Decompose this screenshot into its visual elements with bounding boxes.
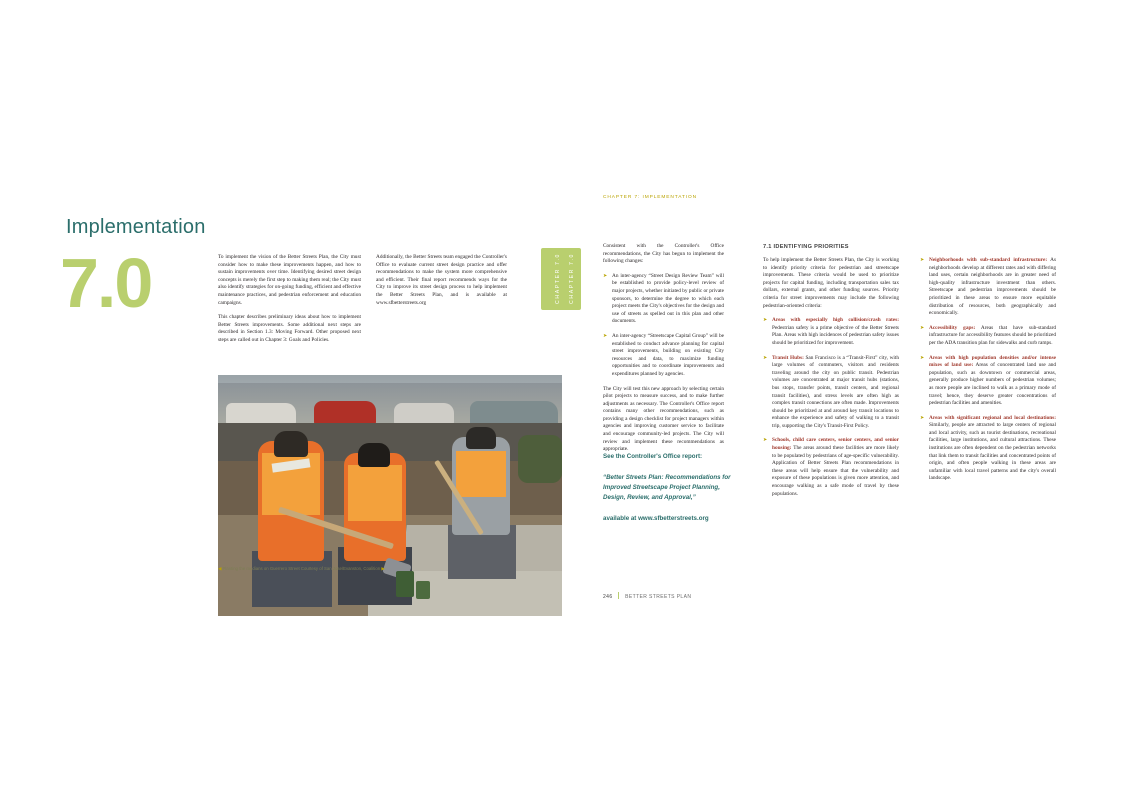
list-item — [763, 317, 899, 347]
list-item — [920, 355, 1056, 408]
criteria-text: The areas around these facilities are more likely to be populated by pedestrians of age-specific vulnerability. Application of Better Streets Plan recommendations in these areas will help ensure that the vulnerability and exposure of these populations is given more attention, and encourage walking as a safe mode of travel by these populations. — [772, 445, 899, 497]
list-item — [603, 333, 724, 379]
body-column-5 — [920, 257, 1056, 490]
paragraph: Consistent with the Controller's Office recommendations, the City has begun to implement the following changes: — [603, 243, 724, 265]
paragraph: The City will test this new approach by selecting certain pilot projects to measure success, and to make further adjustments as necessary. The Controller's Office report contains many other recommendations, such as providing a design checklist for project managers within agencies and improving customer service to facilitate and encourage community-led projects. The City will review and implement these recommendations as appropriate. — [603, 385, 724, 453]
construction-photo — [218, 375, 562, 616]
list-item — [920, 415, 1056, 483]
caption-arrow-icon-right: ▶ — [381, 566, 385, 571]
arrow-bullet-icon: ➤ — [763, 437, 768, 444]
running-head: CHAPTER 7: IMPLEMENTATION — [603, 195, 698, 200]
criteria-list-part-1 — [763, 317, 899, 498]
paragraph: This chapter describes preliminary ideas about how to implement Better Streets improvements. Some additional next steps are described in Section 1.3: Moving Forward. Other proposed next steps are called out in Chapter 3: Goals and Policies. — [218, 314, 361, 343]
arrow-bullet-icon: ➤ — [920, 257, 925, 263]
list-item — [763, 437, 899, 498]
paragraph: To help implement the Better Streets Plan, the City is working to identify priority criteria for pedestrian and streetscape improvements. These criteria would be used to prioritize projects for capital funding, including transportation sales tax dollars, external grants, and other funding sources. Priority criteria for street improvements may include the following pedestrian-oriented criteria: — [763, 257, 899, 309]
criteria-lead: Areas with significant regional and local destinations: — [929, 414, 1056, 421]
caption-arrow-icon: ◀ — [218, 566, 222, 571]
arrow-bullet-icon: ➤ — [763, 317, 768, 324]
body-column-3 — [603, 243, 724, 461]
controller-report-callout — [603, 452, 735, 524]
photo-caption — [218, 566, 408, 572]
chapter-number: 7.0 — [60, 244, 152, 322]
criteria-lead: Areas with especially high collision/crash rates: — [772, 317, 899, 324]
list-item — [920, 257, 1056, 318]
arrow-bullet-icon: ➤ — [920, 354, 925, 361]
criteria-list-part-2 — [920, 257, 1056, 483]
list-item-text: An inter-agency “Streetscape Capital Group” will be established to conduct advance planning for capital street improvements, building on existing City resources and data, to maximize funding opportunities and to coordinate improvements and expenditures planned by agencies. — [612, 332, 724, 377]
criteria-text: Similarly, people are attracted to large centers of regional and local activity, such as tourist destinations, recreational facilities, large institutions, and cultural attractions. These institutions are often dependent on the pedestrian networks that link them to transit facilities and concentrated points of origin, and often people walking in these areas are unfamiliar with local travel patterns and the city's overall landscape. — [929, 422, 1056, 482]
callout-line-3: available at www.sfbetterstreets.org — [603, 515, 709, 522]
body-column-1 — [218, 254, 361, 352]
chapter-title: Implementation — [66, 216, 206, 238]
arrow-bullet-icon: ➤ — [603, 332, 608, 339]
list-item — [920, 325, 1056, 348]
criteria-text: As neighborhoods develop at different rates and with differing land uses, certain neighborhoods are in greater need of high-quality infrastructure investment than others. Streetscape and pedestrian improvements should be prioritized in these areas to ensure more equitable distribution of resources, both geographically and economically. — [929, 257, 1057, 317]
list-item-text: An inter-agency “Street Design Review Team” will be established to provide policy-level review of major projects, whether initiated by public or private sponsors, to determine the degree to which each project meets the City's objectives for the design and use of streets as spelled out in this plan and other documents. — [612, 272, 724, 325]
criteria-text: San Francisco is a “Transit-First” city, with large volumes of commuters, visitors and residents traveling around the city on public transit. Pedestrian volumes are concentrated at major transit hubs (stations, bus stops, transfer points, transit centers, and regional transit facilities), and stress levels are often high as complex transit connections are often made. Improvements should be prioritized at and around key transit locations to enhance the experience and safety of walking to a transit trip, supporting the City's Transit-First Policy. — [772, 354, 900, 429]
section-heading: 7.1 IDENTIFYING PRIORITIES — [763, 244, 849, 250]
body-column-4 — [763, 257, 899, 505]
paragraph: To implement the vision of the Better Streets Plan, the City must consider how to make these improvements happen, and how to sustain improvements over time. Identifying desired street design concepts is merely the first step to making them real; the City must also identify strategies for on-going funding, efficient and effective maintenance practices, and pedestrian enforcement and education campaigns. — [218, 254, 361, 306]
chapter-tab-label-top: CHAPTER 7.0 — [555, 252, 561, 304]
chapter-tab-label-bottom: CHAPTER 7.0 — [569, 252, 575, 304]
folio — [603, 592, 691, 600]
arrow-bullet-icon: ➤ — [603, 272, 608, 279]
criteria-lead: Accessibility gaps: — [929, 324, 976, 331]
callout-line-2: “Better Streets Plan: Recommendations for Improved Streetscape Project Planning, Design, Review, and Approval,” — [603, 474, 731, 501]
page-number: 246 — [603, 594, 613, 600]
arrow-bullet-icon: ➤ — [763, 354, 768, 361]
criteria-lead: Areas with high population densities and/or intense mixes of land use: — [929, 354, 1056, 369]
criteria-text: Areas of concentrated land use and population, such as downtown or commercial areas, generally produce higher numbers of pedestrian volumes; as more people are inclined to walk as a primary mode of travel; hence, they deserve greater concentrations of pedestrian facilities and amenities. — [929, 362, 1056, 407]
list-item — [603, 273, 724, 326]
criteria-lead: Schools, child care centers, senior centers, and senior housing: — [772, 437, 899, 452]
book-title: BETTER STREETS PLAN — [625, 594, 692, 600]
criteria-text: Areas that have sub-standard infrastructure for accessibility features should be prioritized per the ADA transition plan for sidewalks and curb ramps. — [929, 324, 1057, 346]
body-column-2 — [376, 254, 507, 314]
intro-bullet-list — [603, 273, 724, 379]
callout-line-1: See the Controller's Office report: — [603, 453, 703, 460]
photo-caption-text: Planting the medians on Guerrero Street Courtesy of San Jose/Evanston, Coalition — [222, 566, 381, 571]
criteria-lead: Transit Hubs: — [772, 354, 804, 361]
folio-divider — [618, 592, 619, 599]
paragraph: Additionally, the Better Streets team engaged the Controller's Office to evaluate current street design practice and offer recommendations to make the system more comprehensive and efficient. Their final report recommends ways for the City to improve its street design process to help implement the Better Streets Plan, and is available at www.sfbetterstreets.org — [376, 254, 507, 306]
arrow-bullet-icon: ➤ — [920, 414, 925, 421]
list-item — [763, 355, 899, 431]
criteria-text: Pedestrian safety is a prime objective of the Better Streets Plan. Areas with high incidences of pedestrian safety issues should be prioritized for improvement. — [772, 324, 899, 346]
criteria-lead: Neighborhoods with sub-standard infrastructure: — [929, 257, 1048, 263]
arrow-bullet-icon: ➤ — [920, 324, 925, 331]
chapter-tab — [541, 248, 581, 310]
